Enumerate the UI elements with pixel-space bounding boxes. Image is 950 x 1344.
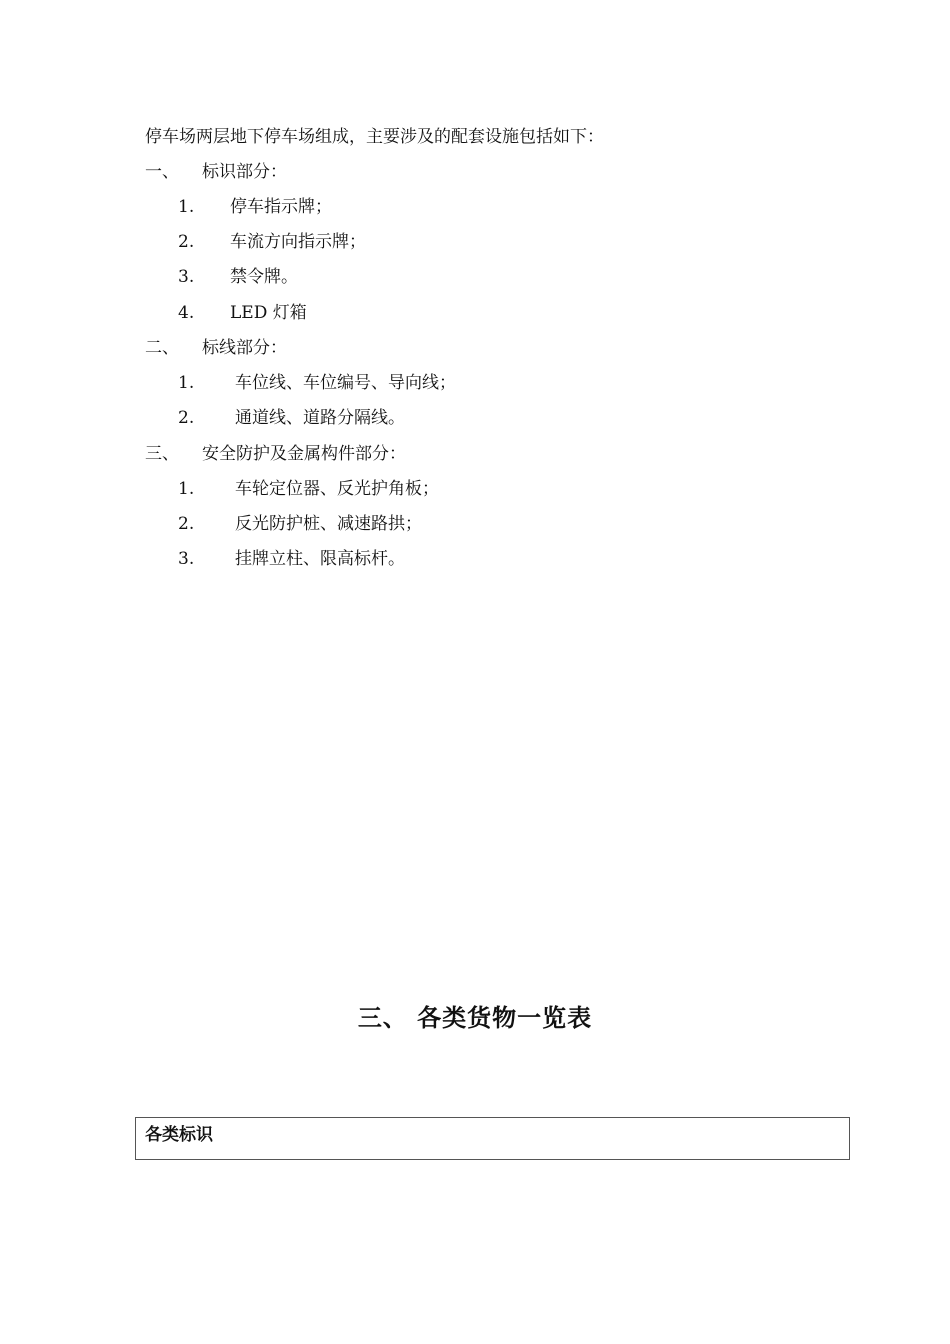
item-number: 1.: [178, 197, 195, 217]
section-title: 标线部分：: [202, 338, 287, 358]
section-heading-2: [145, 337, 287, 359]
list-item: [178, 196, 332, 218]
list-item: [178, 372, 456, 394]
section-heading-3: [145, 443, 406, 465]
item-number: 4.: [178, 303, 195, 323]
section-title: 安全防护及金属构件部分：: [202, 444, 406, 464]
item-text: 停车指示牌；: [230, 197, 332, 217]
section-number: 一、: [145, 162, 179, 182]
table-header-cell: 各类标识: [145, 1125, 213, 1145]
section-heading-1: [145, 161, 287, 183]
list-item: [178, 266, 298, 288]
list-item: [178, 302, 307, 324]
item-text: 反光防护桩、减速路拱；: [235, 514, 422, 534]
item-text: 禁令牌。: [230, 267, 298, 287]
list-item: [178, 548, 405, 570]
list-item: [178, 407, 405, 429]
item-text: 车轮定位器、反光护角板；: [235, 479, 439, 499]
item-text: 挂牌立柱、限高标杆。: [235, 549, 405, 569]
list-item: [178, 478, 439, 500]
section-number: 三、: [145, 444, 179, 464]
section-number: 二、: [145, 338, 179, 358]
item-text: 车流方向指示牌；: [230, 232, 366, 252]
item-number: 3.: [178, 549, 195, 569]
item-number: 3.: [178, 267, 195, 287]
page-heading: 三、 各类货物一览表: [357, 1004, 593, 1032]
intro-paragraph: 停车场两层地下停车场组成，主要涉及的配套设施包括如下：: [145, 127, 604, 147]
item-number: 2.: [178, 408, 195, 428]
item-number: 2.: [178, 232, 195, 252]
item-text: 通道线、道路分隔线。: [235, 408, 405, 428]
item-number: 2.: [178, 514, 195, 534]
section-title: 标识部分：: [202, 162, 287, 182]
item-number: 1.: [178, 479, 195, 499]
list-item: [178, 231, 366, 253]
list-item: [178, 513, 422, 535]
item-text: LED 灯箱: [230, 303, 307, 323]
item-number: 1.: [178, 373, 195, 393]
item-text: 车位线、车位编号、导向线；: [235, 373, 456, 393]
goods-table: [135, 1117, 850, 1160]
